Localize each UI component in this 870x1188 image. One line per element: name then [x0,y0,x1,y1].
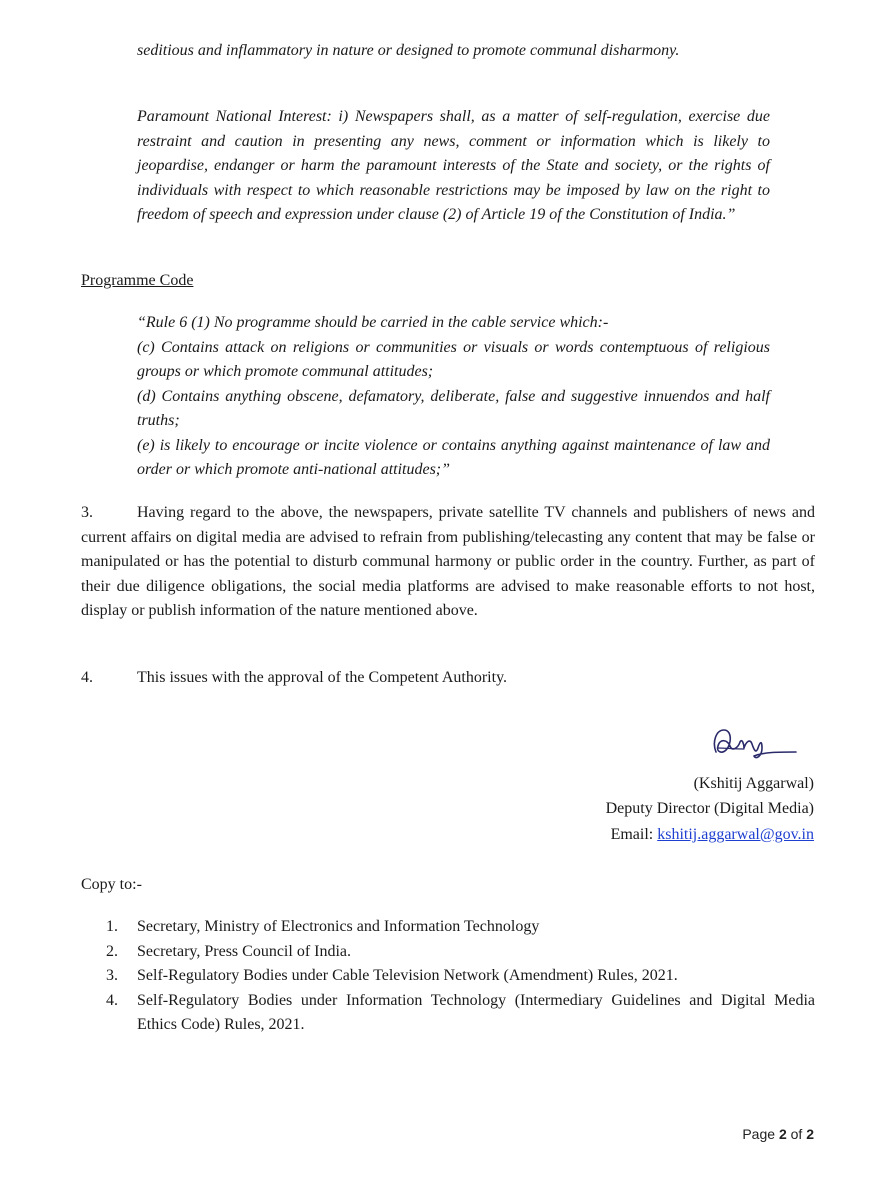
signatory-name: (Kshitij Aggarwal) [693,775,814,792]
signatory-designation: Deputy Director (Digital Media) [605,800,814,817]
list-item [106,989,815,1038]
list-item-number: 2. [106,942,118,960]
rule-clause-c: (c) Contains attack on religions or communities or visuals or words contemptuous of religious groups or which promote communal attitudes; [137,338,770,380]
list-item-text: Self-Regulatory Bodies under Information Technology (Intermediary Guidelines and Digital Media Ethics Code) Rules, 2021. [137,991,815,1033]
list-item [106,964,815,989]
programme-code-heading: Programme Code [81,272,194,289]
rule-clause-d: (d) Contains anything obscene, defamatory, deliberate, false and suggestive innuendos and half truths; [137,387,770,429]
list-item-text: Secretary, Ministry of Electronics and Information Technology [137,918,540,935]
page-number-footer [742,1126,814,1142]
copy-to-list [106,915,815,1038]
paragraph-4-number: 4. [81,669,93,686]
total-pages: 2 [806,1126,814,1142]
list-item-text: Self-Regulatory Bodies under Cable Television Network (Amendment) Rules, 2021. [137,967,678,984]
list-item [106,915,815,940]
programme-code-rules [137,311,770,483]
list-item [106,940,815,965]
current-page: 2 [778,1126,787,1142]
of-word: of [790,1126,803,1142]
rule-clause-e: (e) is likely to encourage or incite violence or contains anything against maintenance of law and order or which promote anti-national attitudes;” [137,436,770,478]
list-item-number: 3. [106,967,118,984]
email-label: Email: [610,826,658,843]
email-link[interactable]: kshitij.aggarwal@gov.in [657,826,814,843]
copy-to-label: Copy to:- [81,876,142,893]
paragraph-4-text: This issues with the approval of the Competent Authority. [137,669,508,686]
paramount-national-interest-paragraph: Paramount National Interest: i) Newspapers shall, as a matter of self-regulation, exercise due restraint and caution in presenting any news, comment or information which is likely to jeopardise, endanger or harm the paramount interests of the State and society, or the rights of individuals with respect to which reasonable restrictions may be imposed by law on the right to freedom of speech and expression under clause (2) of Article 19 of the Constitution of India.” [137,108,770,223]
quote-continuation: seditious and inflammatory in nature or designed to promote communal disharmony. [137,42,680,59]
signatory-email-line [611,824,814,846]
list-item-number: 1. [106,918,118,935]
rule-6-intro: “Rule 6 (1) No programme should be carried in the cable service which:- [137,314,609,331]
paragraph-4 [81,666,815,691]
list-item-text: Secretary, Press Council of India. [137,942,352,960]
paragraph-3-number: 3. [81,504,93,521]
page-word: Page [742,1126,776,1142]
paragraph-3 [81,501,815,624]
handwritten-signature [704,718,800,764]
list-item-number: 4. [106,991,118,1009]
paragraph-3-text: Having regard to the above, the newspapers, private satellite TV channels and publishers of news and current affairs on digital media are advised to refrain from publishing/telecasting any content that may be false or manipulated or has the potential to disturb communal harmony or public order in the country. Further, as part of their due diligence obligations, the social media platforms are advised to make reasonable efforts to not host, display or publish information of the nature mentioned above. [81,504,815,619]
